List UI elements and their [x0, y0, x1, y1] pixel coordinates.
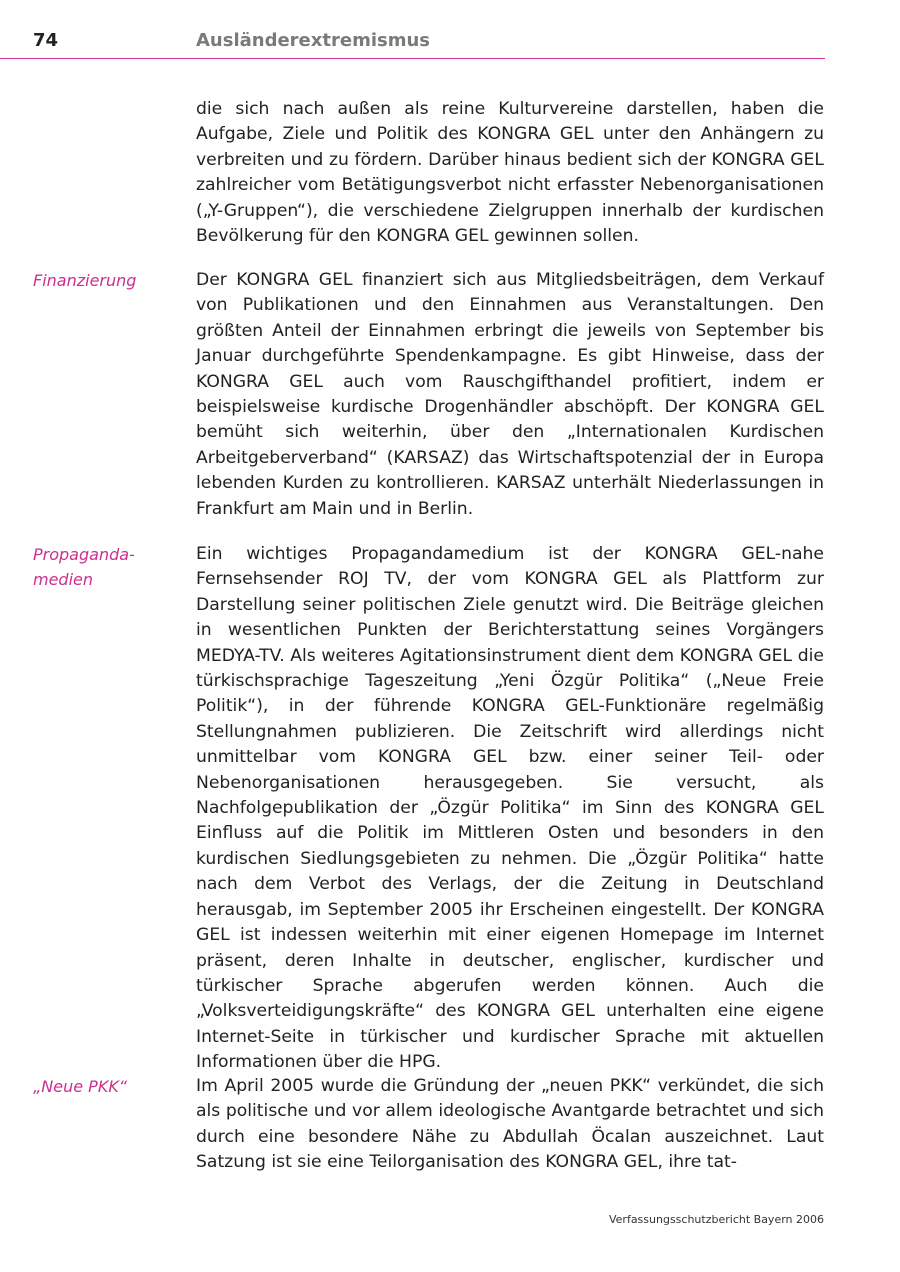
page-footer: Verfassungsschutzbericht Bayern 2006 — [608, 1213, 824, 1226]
page-number: 74 — [33, 30, 59, 51]
margin-label: Propaganda- medien — [33, 545, 135, 590]
paragraph: Der KONGRA GEL finanziert sich aus Mitgliedsbeiträgen, dem Verkauf von Publikationen und den Einnahmen aus Veranstaltungen. Den größten Anteil der Einnahmen erbringt die jeweils von September bis Januar durchgeführte Spendenkampagne. Es gibt Hinweise, dass der KONGRA GEL auch vom Rauschgifthandel profitiert, indem er beispielsweise kurdische Drogenhändler abschöpft. Der KONGRA GEL bemüht sich weiterhin, über den „Internationalen Kurdischen Arbeitgeberverband“ (KARSAZ) das Wirtschaftspotenzial der in Europa lebenden Kurden zu kontrollieren. KARSAZ unterhält Niederlassungen in Frankfurt am Main und in Berlin. — [196, 270, 824, 519]
paragraph: die sich nach außen als reine Kulturvereine darstellen, haben die Aufgabe, Ziele und Politik des KONGRA GEL unter den Anhängern zu verbreiten und zu fördern. Darüber hinaus bedient sich der KONGRA GEL zahlreicher vom Betätigungsverbot nicht erfasster Nebenorganisationen („Y-Gruppen“), die verschiedene Zielgruppen innerhalb der kurdischen Bevölkerung für den KONGRA GEL gewinnen sollen. — [196, 99, 824, 247]
paragraph: Im April 2005 wurde die Gründung der „neuen PKK“ verkündet, die sich als politische und vor allem ideologische Avantgarde betrachtet und sich durch eine besondere Nähe zu Abdullah Öcalan auszeichnet. Laut Satzung ist sie eine Teilorganisation des KONGRA GEL, ihre tat- — [196, 1076, 824, 1173]
running-title: Ausländerextremismus — [196, 30, 430, 51]
paragraph: Ein wichtiges Propagandamedium ist der KONGRA GEL-nahe Fernsehsender ROJ TV, der vom KONGRA GEL als Plattform zur Darstellung seiner politischen Ziele genutzt wird. Die Beiträge gleichen in wesentlichen Punkten der Berichterstattung seines Vorgängers MEDYA-TV. Als weiteres Agitationsinstrument dient dem KONGRA GEL die türkischsprachige Tageszeitung „Yeni Özgür Politika“ („Neue Freie Politik“), in der führende KONGRA GEL-Funktionäre regelmäßig Stellungnahmen publizieren. Die Zeitschrift wird allerdings nicht unmittelbar vom KONGRA GEL bzw. einer seiner Teil- oder Nebenorganisationen herausgegeben. Sie versucht, als Nachfolgepublikation der „Özgür Politika“ im Sinn des KONGRA GEL Einfluss auf die Politik im Mittleren Osten und besonders in den kurdischen Siedlungsgebieten zu nehmen. Die „Özgür Politika“ hatte nach dem Verbot des Verlags, der die Zeitung in Deutschland herausgab, im September 2005 ihr Erscheinen eingestellt. Der KONGRA GEL ist indessen weiterhin mit einer eigenen Homepage im Internet präsent, deren Inhalte in deutscher, englischer, kurdischer und türkischer Sprache abgerufen werden können. Auch die „Volksverteidigungskräfte“ des KONGRA GEL unterhalten eine eigene Internet-Seite in türkischer und kurdischer Sprache mit aktuellen Informationen über die HPG. — [196, 544, 824, 1073]
margin-label: Finanzierung — [33, 271, 137, 290]
page-header — [0, 22, 825, 59]
margin-label: „Neue PKK“ — [33, 1077, 128, 1096]
